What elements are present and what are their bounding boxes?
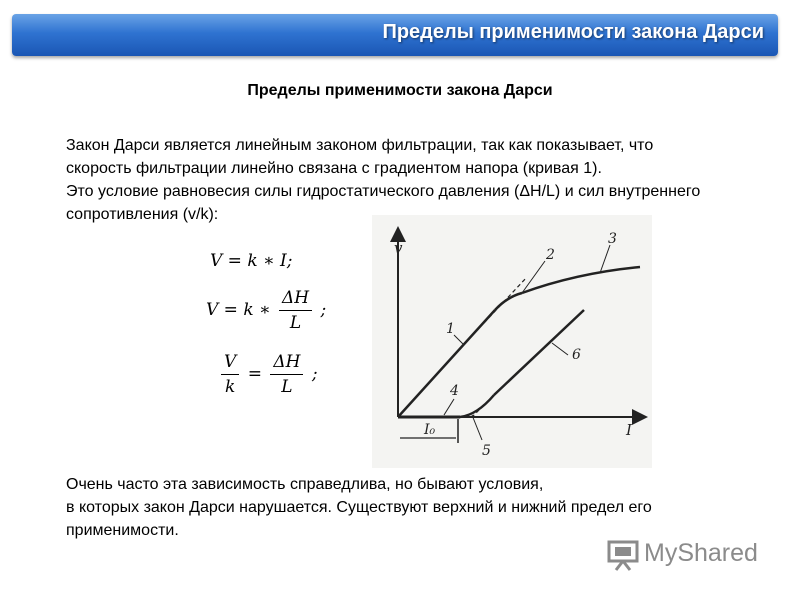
curve-label-4: 4 (450, 383, 459, 399)
label-5-leader (472, 415, 482, 440)
presentation-board-icon (606, 538, 640, 572)
darcy-law-graph (372, 215, 652, 468)
formula-tail: ; (320, 300, 327, 320)
formula-equals: = (247, 364, 262, 384)
myshared-logo (606, 538, 762, 572)
intro-line: сопротивления (v/k): (66, 206, 219, 223)
outro-line: применимости. (66, 522, 179, 539)
outro-line: Очень часто эта зависимость справедлива, но бывают условия, (66, 476, 544, 493)
fraction-numerator: ΔH (279, 288, 312, 311)
label-1-leader (454, 335, 464, 345)
intro-paragraph (66, 134, 796, 226)
formula-lhs: V = k ∗ (206, 300, 271, 320)
formula-tail: ; (311, 364, 318, 384)
curve-6 (494, 310, 584, 395)
intro-line: скорость фильтрации линейно связана с градиентом напора (кривая 1). (66, 160, 602, 177)
fraction-denominator: L (281, 377, 293, 397)
intro-line: Это условие равновесия силы гидростатического давления (ΔH/L) и сил внутреннего (66, 183, 701, 200)
outro-paragraph (66, 473, 796, 542)
y-axis-label: v (394, 239, 403, 257)
curve-label-5: 5 (482, 443, 491, 459)
banner-title: Пределы применимости закона Дарси (382, 21, 764, 43)
x-axis-label: I (626, 421, 632, 439)
fraction (221, 352, 239, 397)
label-3-leader (600, 245, 610, 273)
curve-3 (522, 267, 640, 293)
i0-label: I₀ (424, 422, 436, 438)
fraction-denominator: k (224, 377, 236, 397)
fraction (270, 352, 303, 397)
title-banner (12, 14, 778, 56)
fraction-denominator: L (289, 313, 302, 333)
outro-line: в которых закон Дарси нарушается. Существуют верхний и нижний предел его (66, 499, 652, 516)
curve-5 (460, 395, 494, 417)
fraction (279, 288, 312, 333)
formula-equilibrium (218, 352, 318, 397)
logo-text: MyShared (644, 539, 758, 567)
formula-darcy: V = k ∗ I; (210, 251, 293, 271)
formula-darcy-gradient (206, 288, 326, 333)
curve-label-3: 3 (608, 231, 617, 247)
intro-line: Закон Дарси является линейным законом фильтрации, так как показывает, что (66, 137, 654, 154)
page-title: Пределы применимости закона Дарси (247, 82, 553, 99)
curve-label-1: 1 (446, 321, 455, 337)
label-4-leader (444, 399, 454, 415)
fraction-numerator: ΔH (270, 352, 303, 375)
curve-1-extension (484, 277, 527, 323)
curve-label-2: 2 (546, 247, 555, 263)
fraction-numerator: V (221, 352, 239, 375)
curve-label-6: 6 (572, 347, 581, 363)
label-6-leader (552, 343, 568, 355)
